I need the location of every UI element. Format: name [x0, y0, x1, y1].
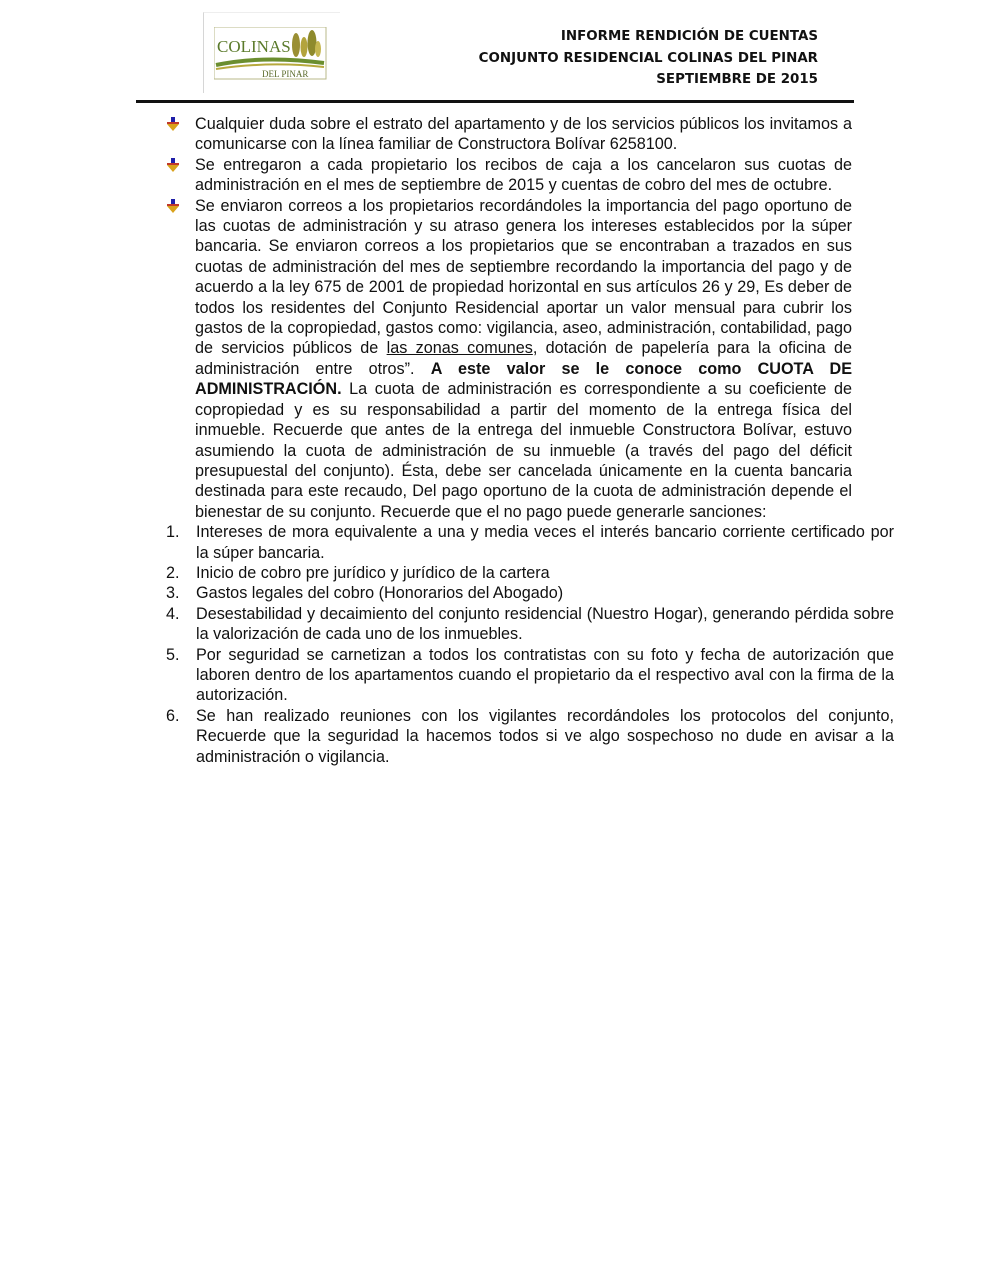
underlined-text: las zonas comunes — [386, 339, 533, 358]
list-item: 1. Intereses de mora equivalente a una y media veces el interés bancario corriente certificado por la súper bancaria. — [166, 523, 894, 562]
report-subtitle: CONJUNTO RESIDENCIAL COLINAS DEL PINAR — [478, 50, 818, 66]
report-title: INFORME RENDICIÓN DE CUENTAS — [560, 29, 818, 44]
item-number: 2. — [166, 563, 180, 582]
item-number: 3. — [166, 584, 180, 603]
item-number: 5. — [166, 645, 180, 664]
arrow-down-bullet-icon — [166, 158, 180, 172]
header-divider — [136, 100, 854, 103]
svg-text:COLINAS: COLINAS — [217, 37, 291, 56]
list-item: Se entregaron a cada propietario los recibos de caja a los cancelaron sus cuotas de administración en el mes de septiembre de 2015 y cuentas de cobro del mes de octubre. — [166, 155, 852, 196]
item-number: 4. — [166, 604, 180, 623]
list-item: Cualquier duda sobre el estrato del apartamento y de los servicios públicos los invitamos a comunicarse con la línea familiar de Constructora Bolívar 6258100. — [166, 114, 852, 155]
colinas-del-pinar-logo — [214, 27, 330, 81]
logo — [203, 12, 340, 93]
svg-text:DEL PINAR: DEL PINAR — [262, 69, 309, 79]
list-item: 5. Por seguridad se carnetizan a todos los contratistas con su foto y fecha de autorización que laboren dentro de los apartamentos cuando el propietario da el respectivo aval con la firma de la autorización. — [166, 645, 894, 705]
bullet-list — [166, 114, 852, 522]
list-item: 3. Gastos legales del cobro (Honorarios del Abogado) — [166, 584, 564, 603]
item-number: 6. — [166, 706, 180, 725]
arrow-down-bullet-icon — [166, 199, 180, 213]
item-number: 1. — [166, 523, 180, 542]
numbered-list — [166, 522, 894, 767]
list-item: 2. Inicio de cobro pre jurídico y jurídico de la cartera — [166, 563, 550, 582]
bold-text: A este valor se le conoce como CUOTA DE ADMINISTRACIÓN. — [195, 359, 852, 399]
list-item: 6. Se han realizado reuniones con los vigilantes recordándoles los protocolos del conjunto, Recuerde que la seguridad la hacemos todos si ve algo sospechoso no dude en avisar a la administración o vigilancia. — [166, 706, 894, 766]
report-date: SEPTIEMBRE DE 2015 — [656, 72, 818, 87]
list-item: 4. Desestabilidad y decaimiento del conjunto residencial (Nuestro Hogar), generando pérdida sobre la valorización de cada uno de los inmuebles. — [166, 604, 894, 644]
list-item: Se enviaron correos a los propietarios recordándoles la importancia del pago oportuno de las cuotas de administración y su atraso genera los intereses establecidos por la súper bancaria. Se enviaron correos a los propietarios que se encontraban a trazados en sus cuotas de administración del mes de septiembre recordando la importancia del pago y de acuerdo a la ley 675 de 2001 de propiedad horizontal en sus artículos 26 y 29, Es deber de todos los residentes del Conjunto Residencial aportar un valor mensual para cubrir los gastos de la copropiedad, gastos como: vigilancia, aseo, administración, contabilidad, pago de servicios públicos de las zonas comunes, dotación de papelería para la oficina de administración entre otros”. A este valor se le conoce como CUOTA DE ADMINISTRACIÓN. La cuota de administración es correspondiente a su coeficiente de copropiedad y es su responsabilidad a partir del momento de la entrega física del inmueble. Recuerde que antes de la entrega del inmueble Constructora Bolívar, estuvo asumiendo la cuota de administración de su inmueble (a través del pago del déficit presupuestal del conjunto). Ésta, debe ser cancelada únicamente en la cuenta bancaria destinada para este recaudo, Del pago oportuno de la cuota de administración depende el bienestar de su conjunto. Recuerde que el no pago puede generarle sanciones: — [166, 196, 852, 523]
report-header — [479, 26, 818, 91]
arrow-down-bullet-icon — [166, 117, 180, 131]
document-body — [166, 114, 894, 767]
